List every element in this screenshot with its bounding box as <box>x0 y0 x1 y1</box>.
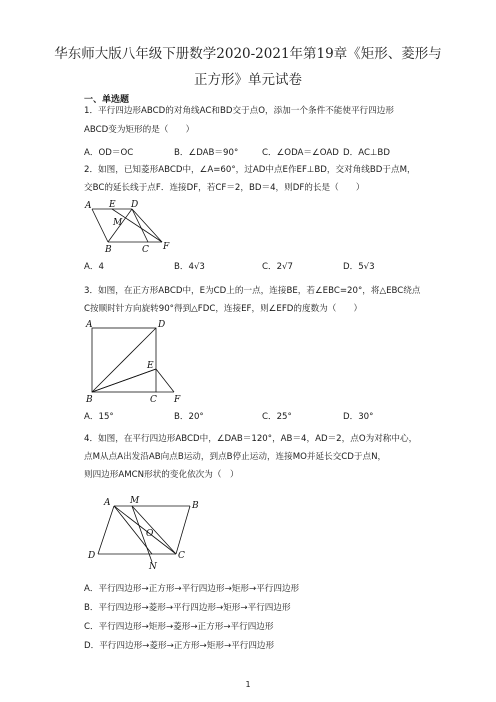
q2-label-e: E <box>109 200 116 210</box>
q4-parallelogram-figure <box>84 492 214 570</box>
q2-label-d: D <box>131 200 139 210</box>
q1-stem-line2: ABCD变为矩形的是（ ） <box>84 125 195 135</box>
q4-stem-line1: 4．如图，在平行四边形ABCD中，∠DAB＝120°，AB＝4，AD＝2，点O为对称中心， <box>84 434 418 444</box>
q4-option-d: D．平行四边形→菱形→正方形→矩形→平行四边形 <box>84 641 275 651</box>
q2-label-a: A <box>85 201 92 211</box>
q2-label-c: C <box>142 245 149 255</box>
q3-label-c: C <box>150 395 157 405</box>
q3-option-a: A．15° <box>84 412 114 422</box>
q4-option-c: C．平行四边形→矩形→菱形→正方形→平行四边形 <box>84 622 274 632</box>
q4-stem-line2: 点M从点A出发沿AB向点B运动，到点B停止运动，连接MO并延长交CD于点N， <box>84 452 387 462</box>
page-number: 1 <box>245 680 251 689</box>
q4-label-b: B <box>192 501 199 511</box>
document-title-line1: 华东师大版八年级下册数学2020-2021年第19章《矩形、菱形与 <box>54 46 442 62</box>
q4-label-o: O <box>146 529 154 539</box>
q2-label-m: M <box>113 218 123 228</box>
q1-option-a: A．OD＝OC <box>84 148 134 158</box>
q3-label-d: D <box>158 320 166 330</box>
q2-label-b: B <box>105 245 112 255</box>
q1-option-d: D．AC⊥BD <box>343 148 390 158</box>
q3-stem-line1: 3．如图，在正方形ABCD中，E为CD上的一点，连接BE，若∠EBC=20°，将△EBC绕点 <box>84 286 421 296</box>
q3-option-b: B．20° <box>174 412 204 422</box>
q4-option-a: A．平行四边形→正方形→平行四边形→矩形→平行四边形 <box>84 584 300 594</box>
q3-option-c: C．25° <box>262 412 292 422</box>
q3-label-a: A <box>86 320 93 330</box>
q1-option-c: C．∠ODA＝∠OAD <box>262 148 339 158</box>
q2-option-b: B．4√3 <box>174 262 205 272</box>
q3-label-b: B <box>86 395 93 405</box>
q4-option-b: B．平行四边形→菱形→平行四边形→矩形→平行四边形 <box>84 603 291 613</box>
q3-label-e: E <box>147 361 154 371</box>
q2-option-c: C．2√7 <box>262 262 294 272</box>
q2-rhombus-figure <box>84 198 204 256</box>
q3-square-figure <box>84 318 194 406</box>
q4-label-d: D <box>88 551 96 561</box>
document-title-line2: 正方形》单元试卷 <box>194 72 302 88</box>
q2-stem-line2: 交BC的延长线于点F．连接DF，若CF＝2，BD＝4，则DF的长是（ ） <box>84 183 365 193</box>
q4-label-a: A <box>104 498 111 508</box>
q3-option-d: D．30° <box>343 412 374 422</box>
q2-option-a: A．4 <box>84 262 104 272</box>
q3-label-f: F <box>174 395 181 405</box>
q2-stem-line1: 2．如图，已知菱形ABCD中，∠A=60°，过AD中点E作EF⊥BD，交对角线BD于点M， <box>84 165 416 175</box>
q4-label-c: C <box>178 551 185 561</box>
q3-stem-line2: C按顺时针方向旋转90°得到△FDC，连接EF，则∠EFD的度数为（ ） <box>84 304 363 314</box>
q2-label-f: F <box>163 242 170 252</box>
q4-label-n: N <box>149 562 157 572</box>
section-heading: 一、单选题 <box>84 95 130 105</box>
q1-option-b: B．∠DAB＝90° <box>174 148 239 158</box>
q2-option-d: D．5√3 <box>343 262 375 272</box>
q4-label-m: M <box>130 496 140 506</box>
q4-stem-line3: 则四边形AMCN形状的变化依次为（ ） <box>84 470 239 480</box>
q1-stem-line1: 1．平行四边形ABCD的对角线AC和BD交于点O，添加一个条件不能使平行四边形 <box>84 106 394 116</box>
